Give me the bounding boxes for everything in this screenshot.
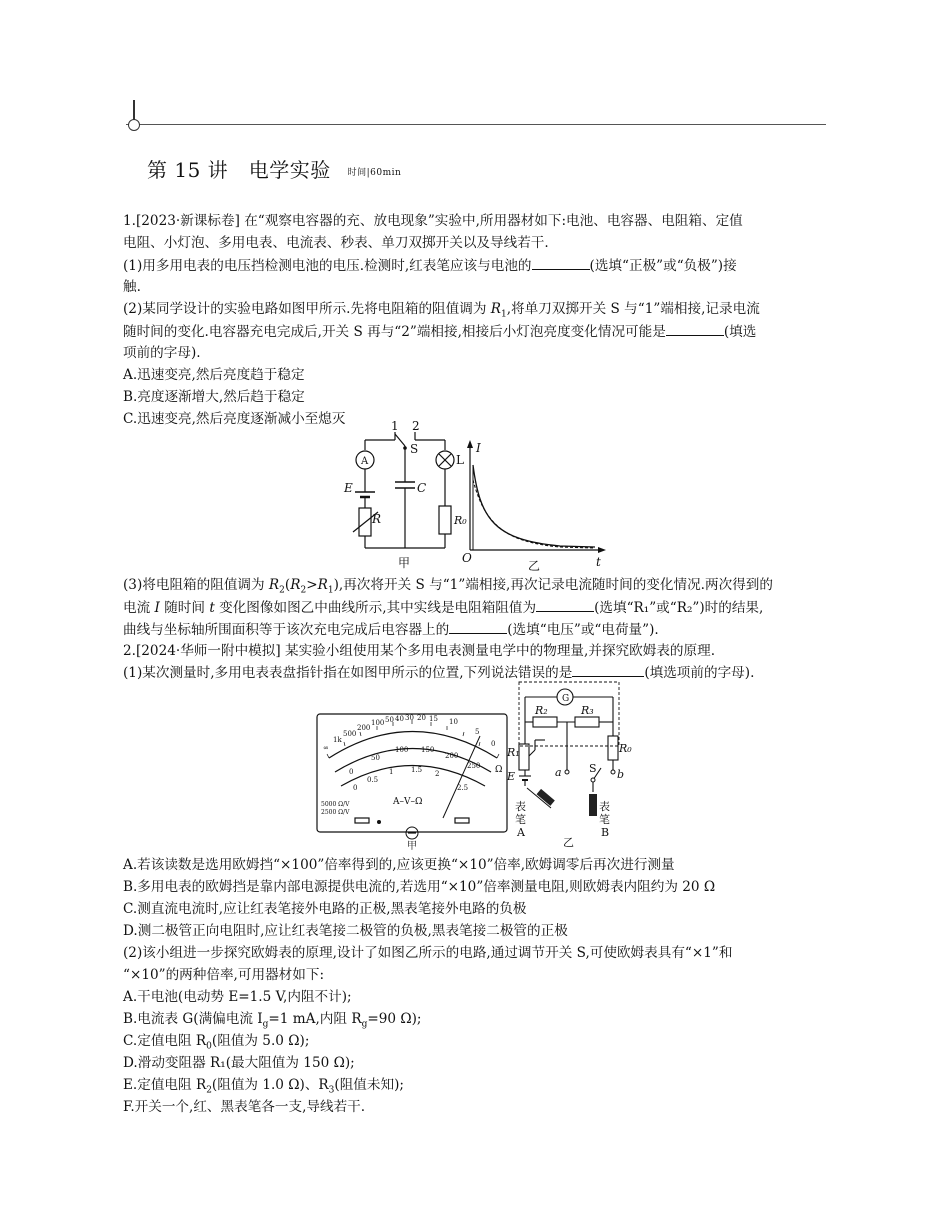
terminal-a-label: a [555, 766, 562, 779]
probe-a-char2: 笔 [515, 813, 526, 826]
ohm-tick: 15 [429, 715, 438, 723]
lecture-number: 第 15 讲 [147, 158, 229, 182]
q1-part2-cont: 随时间的变化.电容器充电完成后,开关 S 再与“2”端相接,相接后小灯泡亮度变化情况可能是 (填选 [123, 324, 757, 340]
q1-part1: (1)用多用电表的电压挡检测电池的电压.检测时,红表笔应该与电池的 (选填“正极”或“负极”)接 [123, 258, 737, 274]
terminal-b-label: b [617, 768, 625, 781]
ohm-tick: 1k [333, 736, 342, 744]
meter-sensitivity-1: 5000 Ω/V [321, 801, 350, 808]
ohm-tick: 0 [491, 740, 496, 748]
figure-capacitor-circuit [330, 420, 620, 580]
ohm-tick: 10 [449, 718, 458, 726]
switch-terminal-1: 1 [391, 420, 399, 433]
q1-line-1: 1.[2023·新课标卷] 在“观察电容器的充、放电现象”实验中,所用器材如下:电池、电容器、电阻箱、定值 [123, 213, 743, 229]
dc-tick: 200 [445, 752, 459, 760]
q2-line-1: 2.[2024·华师一附中模拟] 某实验小组使用某个多用电表测量电学中的物理量,并探究欧姆表的原理. [123, 643, 716, 659]
figure-multimeter-dial [315, 710, 510, 850]
ac-tick: 2.5 [457, 784, 469, 792]
header-rule [126, 124, 826, 125]
q1-part3: (3)将电阻箱的阻值调为 $R_2(R_2>R_1)$,再次将开关 S 与“1”端相接,再次记录电流随时间的变化情况.两次得到的 [123, 577, 773, 596]
ohm-tick: 50 [385, 716, 394, 724]
q2-option-b: B.多用电表的欧姆挡是靠内部电源提供电流的,若选用“×10”倍率测量电阻,则欧姆表内阻约为 20 Ω [123, 879, 716, 895]
battery-label-2: E [507, 770, 516, 783]
probe-b-char1: 表 [599, 800, 610, 813]
resistor-box-label: R [372, 512, 382, 526]
q2-part1: (1)某次测量时,多用电表表盘指针指在如图甲所示的位置,下列说法错误的是 (填选项前的字母). [123, 665, 755, 681]
ohm-tick: 500 [343, 730, 357, 738]
r0-label: R₀ [454, 514, 467, 527]
r1-label: R₁ [507, 746, 520, 759]
q2-equip-a: A.干电池(电动势 E=1.5 V,内阻不计); [123, 989, 352, 1005]
meter-sensitivity-2: 2500 Ω/V [321, 809, 350, 816]
dc-tick: 250 [467, 762, 481, 770]
answer-blank[interactable] [449, 620, 507, 634]
ohm-tick: 30 [405, 714, 414, 722]
switch-label: S [410, 442, 419, 456]
lamp-label: L [456, 453, 464, 467]
axis-x-label: t [596, 555, 601, 569]
meter-function-label: A–V–Ω [393, 797, 423, 807]
q2-equip-d: D.滑动变阻器 R₁(最大阻值为 150 Ω); [123, 1055, 355, 1071]
ohm-tick: 40 [395, 715, 404, 723]
ac-tick: 2 [435, 770, 440, 778]
galvanometer-label: G [562, 694, 570, 704]
q2-equip-b: B.电流表 G(满偏电流 $I_g=1$ mA,内阻 $R_g=90$ Ω); [123, 1011, 422, 1030]
r3-label: R₃ [581, 704, 594, 717]
q2-equip-e: E.定值电阻 $R_2$(阻值为 1.0 Ω)、$R_3$(阻值未知); [123, 1077, 404, 1096]
lecture-subject: 电学实验 [248, 158, 331, 182]
r2-label: R₂ [535, 704, 548, 717]
probe-a-char1: 表 [515, 800, 526, 813]
answer-blank[interactable] [536, 598, 594, 612]
q1-part3-end: 曲线与坐标轴所围面积等于该次充电完成后电容器上的 (选填“电压”或“电荷量”). [123, 622, 659, 638]
origin-label: O [462, 551, 472, 565]
figure-caption-jia-2: 甲 [407, 841, 417, 850]
q2-option-a: A.若该读数是选用欧姆挡“×100”倍率得到的,应该更换“×10”倍率,欧姆调零后再次进行测量 [123, 857, 675, 873]
answer-blank[interactable] [572, 663, 644, 677]
probe-b-char3: B [601, 826, 610, 839]
ac-tick: 0 [353, 784, 358, 792]
figure-ohmmeter-circuit [505, 680, 645, 850]
q1-part3-cont: 电流 I 随时间 t 变化图像如图乙中曲线所示,其中实线是电阻箱阻值为 (选填“R₁”或“R₂”)时的结果, [123, 600, 764, 616]
q2-equip-f: F.开关一个,红、黑表笔各一支,导线若干. [123, 1099, 366, 1115]
ac-tick: 1.5 [411, 766, 423, 774]
figure-caption-jia: 甲 [398, 556, 411, 570]
dc-tick: 100 [395, 746, 409, 754]
q2-part2: (2)该小组进一步探究欧姆表的原理,设计了如图乙所示的电路,通过调节开关 S,可使欧姆表具有“×1”和 [123, 945, 733, 961]
probe-b-char2: 笔 [599, 813, 610, 826]
time-limit: 时间|60min [347, 168, 402, 178]
ac-tick: 1 [389, 768, 394, 776]
dc-tick: 150 [421, 746, 435, 754]
q1-line-7: 项前的字母). [123, 345, 201, 361]
q1-line-2: 电阻、小灯泡、多用电表、电流表、秒表、单刀双掷开关以及导线若干. [123, 235, 549, 251]
meter-omega-symbol: Ω [495, 765, 503, 775]
page-title [147, 154, 401, 183]
q2-option-d: D.测二极管正向电阻时,应让红表笔接二极管的负极,黑表笔接二极管的正极 [123, 923, 568, 939]
figure-caption-yi-2: 乙 [563, 836, 574, 849]
dc-tick: 0 [349, 768, 354, 776]
axis-y-label: I [476, 441, 481, 455]
q2-option-c: C.测直流电流时,应让红表笔接外电路的正极,黑表笔接外电路的负极 [123, 901, 527, 917]
ac-tick: 0.5 [367, 776, 379, 784]
q1-option-a: A.迅速变亮,然后亮度趋于稳定 [123, 367, 305, 383]
ohm-tick: 20 [417, 714, 426, 722]
battery-label: E [344, 481, 353, 495]
ohm-tick: 5 [475, 728, 480, 736]
q1-option-c: C.迅速变亮,然后亮度逐渐减小至熄灭 [123, 411, 346, 427]
answer-blank[interactable] [532, 256, 590, 270]
ohm-tick: ∞ [323, 744, 329, 752]
switch-label-2: S [589, 762, 597, 775]
answer-blank[interactable] [666, 322, 724, 336]
ammeter-label: A [361, 456, 369, 467]
capacitor-label: C [417, 481, 427, 495]
ohm-tick: 200 [357, 724, 371, 732]
q2-equip-c: C.定值电阻 $R_0$(阻值为 5.0 Ω); [123, 1033, 310, 1052]
q1-part2: (2)某同学设计的实验电路如图甲所示.先将电阻箱的阻值调为 $R_1$,将单刀双掷开关 S 与“1”端相接,记录电流 [123, 301, 760, 320]
q1-option-b: B.亮度逐渐增大,然后趋于稳定 [123, 389, 305, 405]
r0-label-2: R₀ [619, 742, 632, 755]
switch-terminal-2: 2 [412, 420, 420, 433]
ohm-tick: 100 [371, 719, 385, 727]
q1-line-4: 触. [123, 279, 141, 295]
figure-caption-yi: 乙 [528, 559, 541, 573]
header-circle-icon [128, 119, 140, 131]
dc-tick: 50 [371, 754, 380, 762]
q2-part2-cont: “×10”的两种倍率,可用器材如下: [123, 967, 325, 983]
probe-a-char3: A [517, 826, 525, 839]
